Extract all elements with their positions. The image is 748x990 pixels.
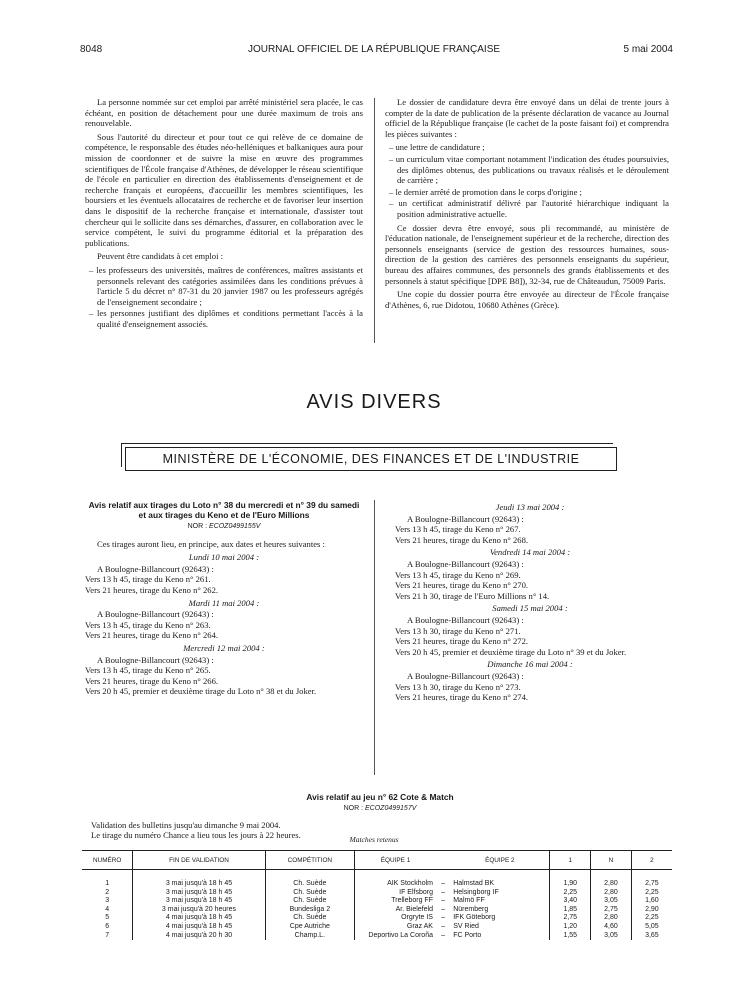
- table-cell: Trelleborg FF: [355, 897, 436, 906]
- day-heading: Mercredi 12 mai 2004 :: [183, 642, 265, 653]
- issue-date: 5 mai 2004: [623, 44, 673, 55]
- left-top-column: [85, 97, 363, 332]
- table-cell: IFK Göteborg: [453, 914, 496, 922]
- draw-line: Vers 13 h 45, tirage du Keno n° 267.: [395, 524, 521, 535]
- table-cell: 3,05: [591, 932, 632, 941]
- table-cell: 1,20: [550, 923, 591, 932]
- day-heading: Jeudi 13 mai 2004 :: [495, 502, 565, 512]
- list-item: – les professeurs des universités, maîtres de conférences, maîtres assistants et personnels relevant des catégories assimilées dans les conditions prévues à l'article 5 du décret n° 87-31 du 20 janvier 1987 ou les professeurs agrégés de l'enseignement secondaire ;: [85, 265, 363, 307]
- table-row: [82, 880, 672, 889]
- table-cell: 3 mai jusqu'à 18 h 45: [133, 897, 265, 906]
- draw-line: Vers 21 heures, tirage du Keno n° 274.: [395, 692, 529, 703]
- table-cell: 2,25: [550, 889, 591, 898]
- spacer-row: [82, 870, 672, 881]
- list-item: – un certificat administratif délivré par l'autorité hiérarchique indiquant la position administrative actuelle.: [385, 198, 669, 219]
- draw-line: Vers 13 h 45, tirage du Keno n° 263.: [85, 619, 211, 630]
- day-heading: Mardi 11 mai 2004 :: [188, 597, 260, 608]
- table-cell: Graz AK: [355, 923, 436, 932]
- table-cell: 2,80: [591, 914, 632, 923]
- location: A Boulogne-Billancourt (92643) :: [407, 670, 524, 681]
- table-row: [82, 906, 672, 915]
- table-cell: Orgryte IS: [355, 914, 436, 923]
- column-header: FIN DE VALIDATION: [133, 851, 265, 870]
- table-cell: –: [441, 897, 446, 905]
- draw-line: Vers 20 h 45, premier et deuxième tirage du Loto n° 39 et du Joker.: [395, 646, 627, 657]
- location: A Boulogne-Billancourt (92643) :: [407, 558, 524, 569]
- column-header: ÉQUIPE 1: [355, 851, 436, 870]
- journal-title: JOURNAL OFFICIEL DE LA RÉPUBLIQUE FRANÇAISE: [247, 44, 501, 55]
- table-cell: 3 mai jusqu'à 18 h 45: [133, 880, 265, 889]
- column-header: N: [591, 851, 632, 870]
- list-item: – les personnes justifiant des diplômes et conditions permettant l'accès à la qualité d'enseignement associés.: [85, 308, 363, 329]
- table-cell: Helsingborg IF: [453, 888, 499, 896]
- column-header: COMPÉTITION: [265, 851, 355, 870]
- table-cell: 5,05: [631, 923, 672, 932]
- table-cell: 2,80: [591, 889, 632, 898]
- location: A Boulogne-Billancourt (92643) :: [407, 513, 524, 524]
- table-cell: 1,85: [550, 906, 591, 915]
- draw-line: Vers 20 h 45, premier et deuxième tirage du Loto n° 38 et du Joker.: [85, 686, 317, 697]
- list-item: – le dernier arrêté de promotion dans le corps d'origine ;: [385, 187, 669, 198]
- loto-left-column: [85, 500, 363, 697]
- table-row: [82, 889, 672, 898]
- table-header-row: [82, 851, 672, 870]
- table-cell: 4: [105, 905, 110, 913]
- draw-line: Vers 13 h 30, tirage du Keno n° 273.: [395, 681, 521, 692]
- table-cell: 7: [105, 931, 110, 939]
- table-cell: 4 mai jusqu'à 20 h 30: [133, 932, 265, 941]
- location: A Boulogne-Billancourt (92643) :: [407, 614, 524, 625]
- paragraph: Ce dossier devra être envoyé, sous pli recommandé, au ministère de l'éducation nationale, de l'enseignement supérieur et de la recherche, direction des personnels enseignants (service de gestion des ressources humaines, sous-direction de la gestion des carrières des personnels enseignants du supérieur, bureau des affaires communes, des personnels des grands établissements et des personnels à statut spécifique [DPE B8]), 32-34, rue de Châteaudun, 75009 Paris.: [385, 222, 669, 286]
- paragraph: La personne nommée sur cet emploi par arrêté ministériel sera placée, le cas échéant, en position de détachement pour une durée maximum de trois ans renouvelable.: [85, 97, 363, 129]
- draw-line: Vers 13 h 30, tirage du Keno n° 271.: [395, 625, 521, 636]
- table-cell: 1: [105, 880, 110, 887]
- draw-line: Vers 21 heures, tirage du Keno n° 272.: [395, 636, 529, 647]
- table-cell: –: [441, 931, 446, 939]
- day-heading: Dimanche 16 mai 2004 :: [487, 659, 573, 670]
- table-cell: –: [441, 880, 446, 887]
- table-cell: Ch. Suède: [265, 889, 355, 898]
- table-cell: FC Porto: [453, 931, 482, 939]
- table-cell: 2: [105, 888, 110, 896]
- table-row: [82, 897, 672, 906]
- table-cell: 1,90: [550, 880, 591, 889]
- list-item: – une lettre de candidature ;: [385, 142, 669, 153]
- draw-line: Vers 21 heures, tirage du Keno n° 262.: [85, 584, 219, 595]
- table-cell: SV Ried: [453, 922, 479, 930]
- paragraph: Sous l'autorité du directeur et pour tout ce qui relève de ce domaine de compétence, le responsable des études néo-helléniques et balkaniques aura pour mission de coordonner et de suivre la mise en œuvre des programmes scientifiques de l'École française d'Athènes, de développer le réseau scientifique de l'école en particulier en direction des établissements d'enseignement et de recherche français et européens, d'accueillir les membres scientifiques, les boursiers et les éventuels allocataires de recherche et de favoriser leur insertion dans le dispositif de la recherche française et internationale, d'assister tout chercheur qui le sollicite dans ses démarches, d'assurer, en collaboration avec le service compétent, le suivi du programme éditorial et la préparation des publications.: [85, 131, 363, 248]
- column-divider: [374, 500, 375, 775]
- paragraph: Ces tirages auront lieu, en principe, aux dates et heures suivantes :: [97, 538, 325, 549]
- paragraph: Une copie du dossier pourra être envoyée au directeur de l'École française d'Athènes, 6, rue Didotou, 10680 Athènes (Grèce).: [385, 289, 669, 310]
- table-cell: –: [441, 888, 446, 896]
- table-cell: 2,25: [631, 914, 672, 923]
- location: A Boulogne-Billancourt (92643) :: [97, 609, 214, 620]
- table-cell: 4 mai jusqu'à 18 h 45: [133, 923, 265, 932]
- table-cell: 3,05: [591, 897, 632, 906]
- section-title: AVIS DIVERS: [306, 391, 442, 413]
- documents-list: [385, 142, 669, 219]
- nor-code: ECOZ0499157V: [365, 805, 417, 812]
- table-cell: 2,80: [591, 880, 632, 889]
- draw-line: Vers 21 heures, tirage du Keno n° 270.: [395, 580, 529, 591]
- nor-label: NOR :: [187, 523, 208, 530]
- draw-line: Vers 13 h 45, tirage du Keno n° 269.: [395, 569, 521, 580]
- column-header: NUMÉRO: [82, 851, 133, 870]
- table-cell: 4 mai jusqu'à 18 h 45: [133, 914, 265, 923]
- column-header: ÉQUIPE 2: [450, 851, 550, 870]
- table-cell: Champ.L.: [265, 932, 355, 941]
- table-cell: Halmstad BK: [453, 880, 495, 887]
- table-cell: IF Elfsborg: [355, 889, 436, 898]
- table-cell: –: [441, 922, 446, 930]
- table-cell: –: [441, 914, 446, 922]
- table-cell: 3 mai jusqu'à 18 h 45: [133, 889, 265, 898]
- table-caption: Matches retenus: [349, 835, 399, 844]
- table-cell: AIK Stockholm: [355, 880, 436, 889]
- table-row: [82, 923, 672, 932]
- table-cell: 2,25: [631, 889, 672, 898]
- table-cell: 2,75: [631, 880, 672, 889]
- day-heading: Samedi 15 mai 2004 :: [492, 603, 568, 614]
- nor-code: ECOZ0499155V: [209, 523, 261, 530]
- table-cell: Deportivo La Coroña: [355, 932, 436, 941]
- table-cell: –: [441, 905, 446, 913]
- draw-line: Vers 21 h 30, tirage de l'Euro Millions n° 14.: [395, 590, 550, 601]
- column-divider: [374, 98, 375, 343]
- loto-right-column: [395, 500, 665, 703]
- draw-line: Vers 13 h 45, tirage du Keno n° 265.: [85, 665, 211, 676]
- table-cell: 6: [105, 922, 110, 930]
- candidate-list: [85, 265, 363, 330]
- table-cell: 4,60: [591, 923, 632, 932]
- column-header: [436, 851, 450, 870]
- table-cell: 2,75: [591, 906, 632, 915]
- table-cell: Nüremberg: [453, 905, 489, 913]
- draw-line: Vers 21 heures, tirage du Keno n° 264.: [85, 630, 219, 641]
- paragraph: Le dossier de candidature devra être envoyé dans un délai de trente jours à compter de la date de publication de la présente déclaration de vacance au Journal officiel de la République française (le cachet de la poste faisant foi) et comprendra les pièces suivantes :: [385, 97, 669, 139]
- table-cell: 5: [105, 914, 110, 922]
- table-cell: Ch. Suède: [265, 880, 355, 889]
- table-cell: Bundesliga 2: [265, 906, 355, 915]
- notice-title: Avis relatif au jeu n° 62 Cote & Match: [306, 792, 454, 802]
- table-cell: Ch. Suède: [265, 897, 355, 906]
- page-number: 8048: [80, 44, 103, 55]
- notice-title: Avis relatif aux tirages du Loto n° 38 du mercredi et n° 39 du samedi et aux tirages du Keno et de l'Euro Millions: [88, 500, 360, 520]
- list-item: – un curriculum vitae comportant notamment l'indication des études poursuivies, des diplômes obtenus, des publications ou travaux réalisés et le déroulement de carrière ;: [385, 154, 669, 186]
- right-top-column: [385, 97, 669, 313]
- nor-reference: [85, 522, 363, 533]
- location: A Boulogne-Billancourt (92643) :: [97, 654, 214, 665]
- table-cell: 3 mai jusqu'à 20 heures: [133, 906, 265, 915]
- chance-line: Le tirage du numéro Chance a lieu tous les jours à 22 heures.: [91, 830, 301, 841]
- column-header: 2: [631, 851, 672, 870]
- day-heading: Lundi 10 mai 2004 :: [188, 552, 260, 563]
- table-cell: 3,40: [550, 897, 591, 906]
- paragraph: Peuvent être candidats à cet emploi :: [97, 251, 223, 262]
- cote-match-notice: [85, 792, 675, 841]
- table-cell: 3,65: [631, 932, 672, 941]
- ministry-banner: MINISTÈRE DE L'ÉCONOMIE, DES FINANCES ET DE L'INDUSTRIE: [125, 447, 617, 471]
- table-row: [82, 914, 672, 923]
- table-row: [82, 932, 672, 941]
- draw-line: Vers 13 h 45, tirage du Keno n° 261.: [85, 574, 211, 585]
- location: A Boulogne-Billancourt (92643) :: [97, 563, 214, 574]
- nor-label: NOR :: [343, 805, 364, 812]
- table-cell: 2,75: [550, 914, 591, 923]
- column-header: 1: [550, 851, 591, 870]
- nor-reference: [85, 804, 675, 815]
- table-cell: Ch. Suède: [265, 914, 355, 923]
- table-cell: 3: [105, 897, 110, 905]
- table-cell: 1,55: [550, 932, 591, 941]
- table-cell: Ar. Bielefeld: [355, 906, 436, 915]
- table-cell: 1,60: [631, 897, 672, 906]
- validation-line: Validation des bulletins jusqu'au dimanche 9 mai 2004.: [91, 819, 281, 830]
- table-cell: Malmö FF: [453, 897, 485, 905]
- table-cell: Cpe Autriche: [265, 923, 355, 932]
- draw-line: Vers 21 heures, tirage du Keno n° 266.: [85, 675, 219, 686]
- matches-table: [82, 850, 672, 940]
- day-heading: Vendredi 14 mai 2004 :: [489, 547, 571, 558]
- draw-line: Vers 21 heures, tirage du Keno n° 268.: [395, 534, 529, 545]
- table-cell: 2,90: [631, 906, 672, 915]
